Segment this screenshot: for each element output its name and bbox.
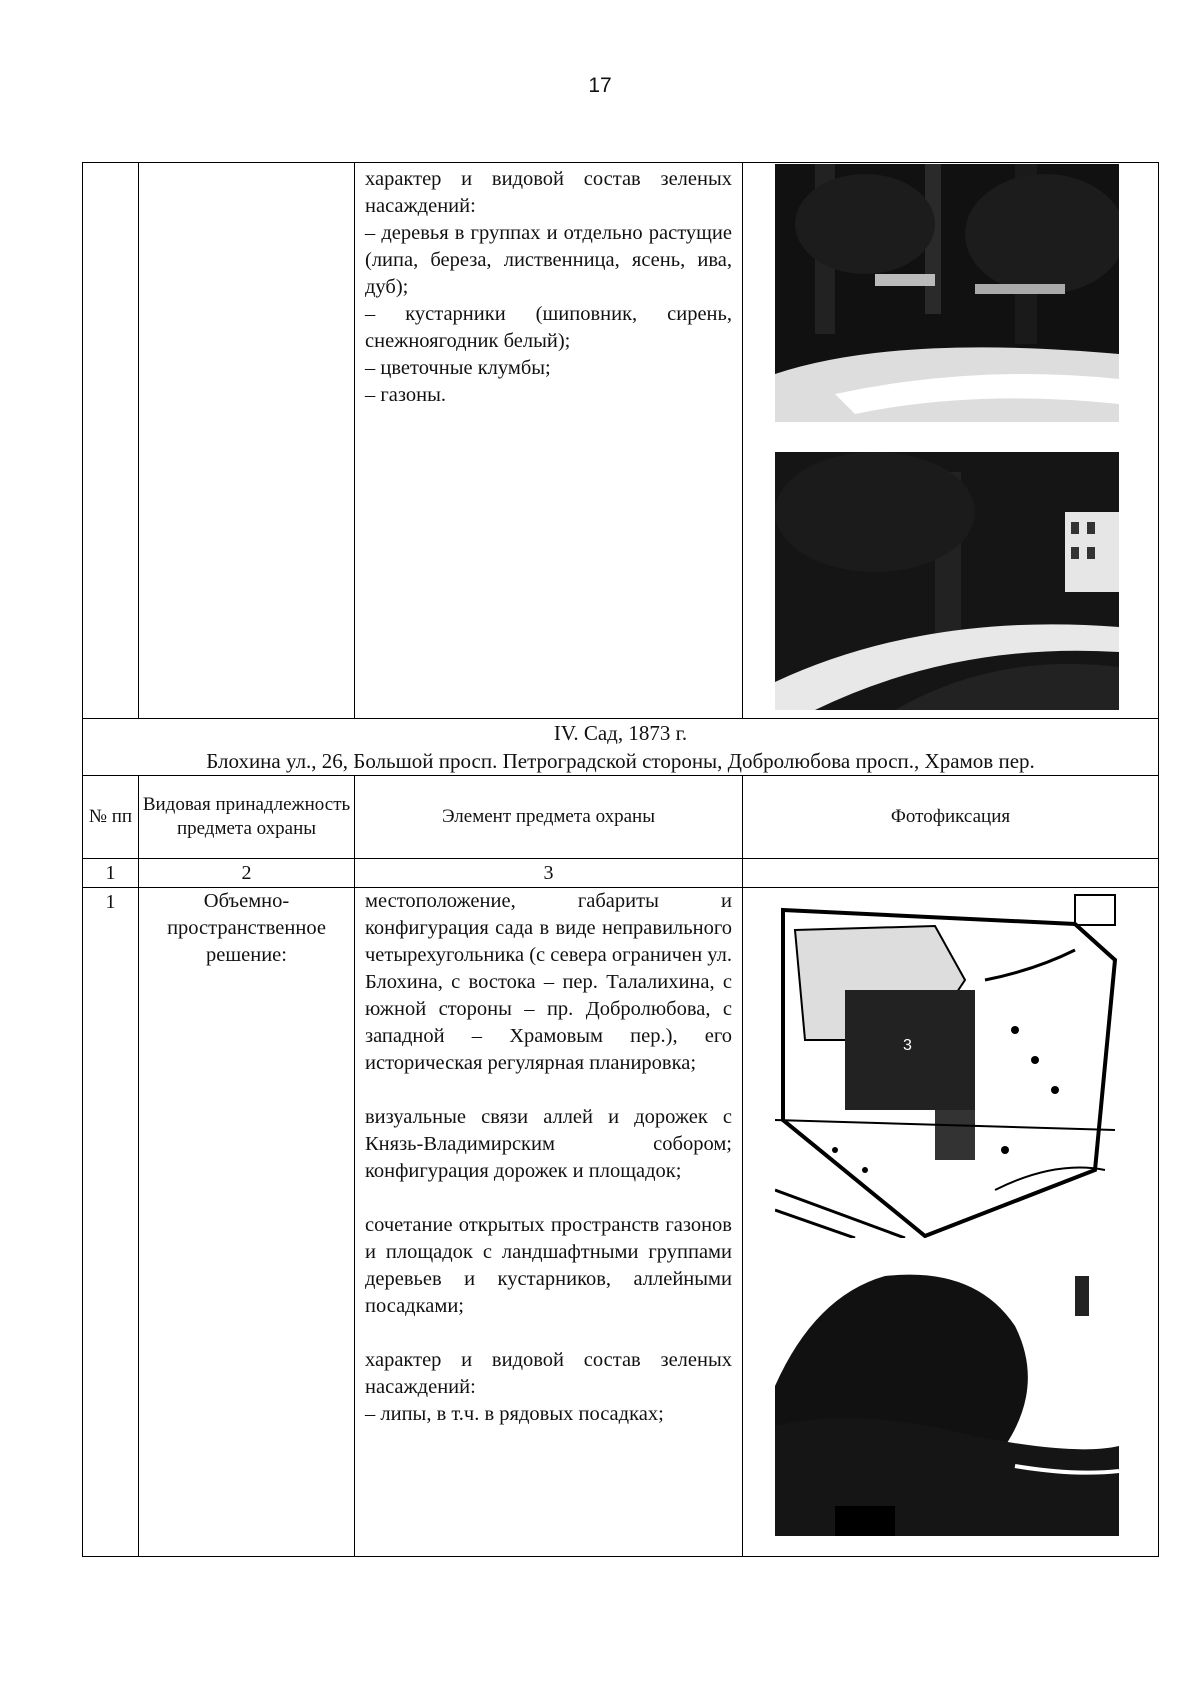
garden-photo-3 — [775, 1266, 1119, 1546]
row-number: 1 — [83, 888, 139, 1557]
page-number: 17 — [588, 74, 612, 97]
row-description: местоположение, габариты и конфигурация сада в виде неправильного четырехугольника (с севера ограничен ул. Блохина, с востока – пер. Талалихина, с южной стороны – пр. Добролюбова, с западной – Храмовым пер.), его историческая регулярная планировка; визуальные связи аллей и дорожек с Князь-Владимирским собором; конфигурация дорожек и площадок; сочетание открытых пространств газонов и площадок с ландшафтными группами деревьев и кустарников, аллейными посадками; характер и видовой состав зеленых насаждений: – липы, в т.ч. в рядовых посадках; — [365, 890, 732, 1425]
header-number: № пп — [83, 776, 139, 859]
header-row — [83, 776, 1159, 859]
protection-table — [82, 162, 1159, 1557]
continued-row — [83, 163, 1159, 719]
continued-description: характер и видовой состав зеленых насаждений: – деревья в группах и отдельно растущие (липа, береза, лиственница, ясень, ива, дуб); – кустарники (шиповник, сирень, снежноягодник белый); – цветочные клумбы; – газоны. — [365, 168, 732, 406]
garden-photo-1 — [775, 164, 1119, 422]
header-element: Элемент предмета охраны — [355, 776, 743, 859]
header-photo: Фотофиксация — [743, 776, 1159, 859]
map-label: 3 — [903, 1037, 912, 1054]
section-title-row — [83, 719, 1159, 776]
column-numbers-row: 1 2 3 — [83, 859, 1159, 888]
garden-photo-2 — [775, 452, 1119, 710]
garden-plan-map — [775, 890, 1119, 1238]
row-type: Объемно-пространственное решение: — [167, 890, 326, 966]
section-title: IV. Сад, 1873 г. — [553, 721, 688, 745]
header-type: Видовая принадлежность предмета охраны — [139, 776, 355, 859]
data-row — [83, 888, 1159, 1557]
section-address: Блохина ул., 26, Большой просп. Петроградской стороны, Добролюбова просп., Храмов пер. — [206, 749, 1035, 773]
